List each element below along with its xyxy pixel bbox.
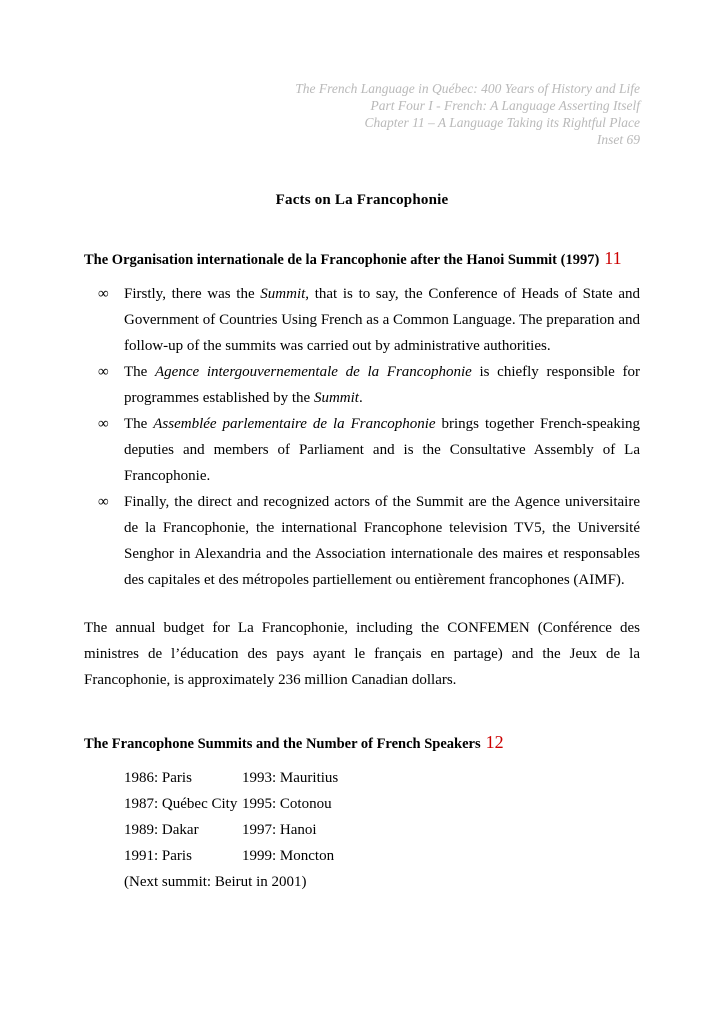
bullet-item xyxy=(84,411,640,489)
section-heading-francophonie xyxy=(84,247,640,271)
bullet-item xyxy=(84,281,640,359)
summit-entry-right: 1997: Hanoi xyxy=(242,822,317,838)
bullet-text-segment: Agence intergouvernementale de la Francophonie xyxy=(155,364,472,380)
summit-row xyxy=(124,817,640,843)
summit-entry-left: 1989: Dakar xyxy=(124,822,199,838)
section-heading-summits-text: The Francophone Summits and the Number of French Speakers xyxy=(84,736,481,752)
bullet-text-segment: Summit xyxy=(260,286,306,302)
infinity-bullet-icon: ∞ xyxy=(98,416,109,432)
infinity-bullet-icon: ∞ xyxy=(98,364,109,380)
bullet-item xyxy=(84,489,640,593)
header-line-inset: Inset 69 xyxy=(596,132,640,147)
summit-entry-left: 1991: Paris xyxy=(124,848,192,864)
summit-row xyxy=(124,765,640,791)
summit-row xyxy=(124,791,640,817)
bullet-text-segment: The xyxy=(124,364,156,380)
infinity-bullet-icon: ∞ xyxy=(98,494,109,510)
footnote-ref-12: 12 xyxy=(485,732,504,752)
section-heading-summits xyxy=(84,731,640,755)
document-title: Facts on La Francophonie xyxy=(275,192,449,208)
bullet-text-segment: . xyxy=(358,390,363,406)
bullet-list xyxy=(84,281,640,593)
summit-entry-right: 1993: Mauritius xyxy=(242,770,339,786)
bullet-text-segment: is chiefly responsible for programmes established by the xyxy=(124,364,640,406)
footnote-ref-11: 11 xyxy=(604,248,622,268)
bullet-text-segment: brings together French-speaking deputies and members of Parliament and is the Consultative Assembly of La Francophonie. xyxy=(124,416,640,484)
summit-row xyxy=(124,843,640,869)
bullet-text-segment: , that is to say, the Conference of Heads of State and Government of Countries Using French as a Common Language. The preparation and follow-up of the summits was carried out by administrative authorities. xyxy=(124,286,640,354)
header-line-chapter: Chapter 11 – A Language Taking its Rightful Place xyxy=(364,115,640,130)
bullet-text-segment: Firstly, there was the xyxy=(124,286,261,302)
bullet-text-segment: Finally, the direct and recognized actors of the Summit are the Agence universitaire de la Francophonie, the international Francophone television TV5, the Université Senghor in Alexandria and the Association internationale des maires et responsables des capitales et des métropoles partiellement ou entièrement francophones (AIMF). xyxy=(124,494,640,588)
summit-entry-right: 1999: Moncton xyxy=(242,848,335,864)
bullet-text-segment: Assemblée parlementaire de la Francophonie xyxy=(153,416,436,432)
summit-entry-left: 1987: Québec City xyxy=(124,796,238,812)
next-summit-note: (Next summit: Beirut in 2001) xyxy=(124,874,307,890)
header-line-book-title: The French Language in Québec: 400 Years of History and Life xyxy=(295,81,640,96)
budget-paragraph: The annual budget for La Francophonie, including the CONFEMEN (Conférence des ministres de l’éducation des pays ayant le français en partage) and the Jeux de la Francophonie, is approximately 236 million Canadian dollars. xyxy=(84,620,640,688)
document-header xyxy=(84,80,640,148)
summit-entry-right: 1995: Cotonou xyxy=(242,796,332,812)
summit-list xyxy=(124,765,640,869)
bullet-text-segment: Summit xyxy=(313,390,359,406)
bullet-item xyxy=(84,359,640,411)
section-heading-francophonie-text: The Organisation internationale de la Francophonie after the Hanoi Summit (1997) xyxy=(84,252,600,268)
infinity-bullet-icon: ∞ xyxy=(98,286,109,302)
bullet-text-segment: The xyxy=(124,416,154,432)
summit-entry-left: 1986: Paris xyxy=(124,770,192,786)
header-line-part: Part Four I - French: A Language Asserting Itself xyxy=(370,98,640,113)
